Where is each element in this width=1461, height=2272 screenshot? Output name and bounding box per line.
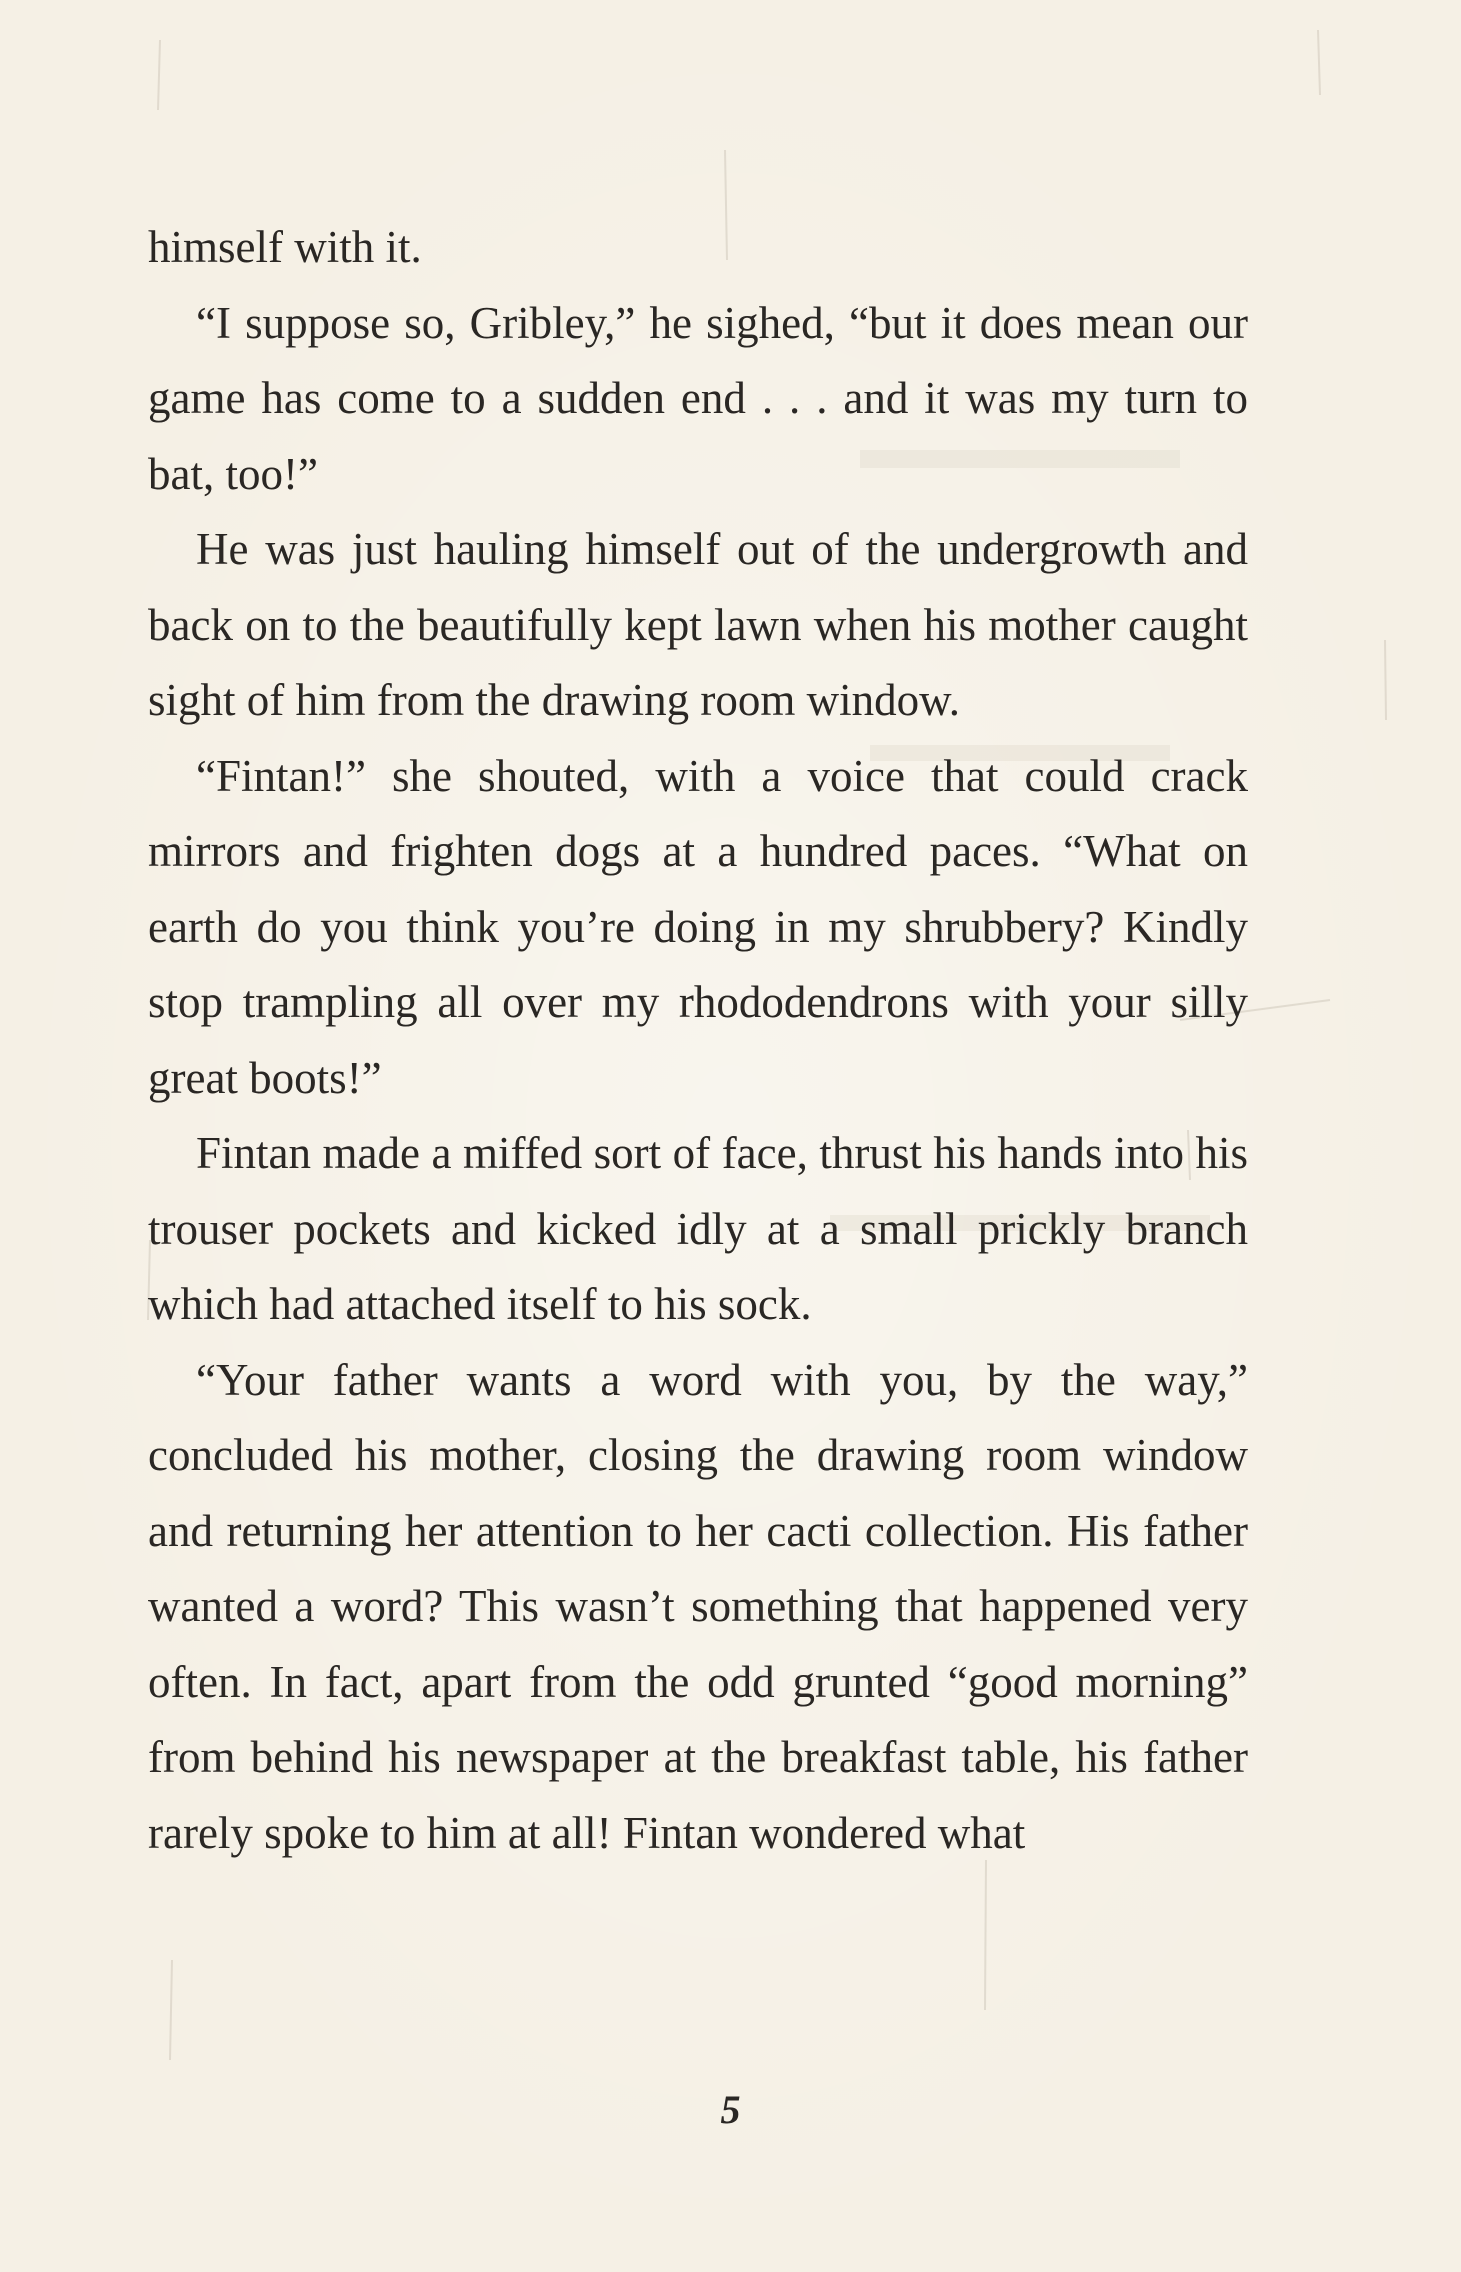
page-number: 5	[720, 2087, 741, 2132]
paragraph: “Your father wants a word with you, by the way,” concluded his mother, closing the drawing room window and returning her attention to her cacti collection. His father wanted a word? This wasn’t something that happened very often. In fact, apart from the odd grunted “good morning” from behind his newspaper at the breakfast table, his father rarely spoke to him at all! Fintan wondered what	[148, 1354, 1248, 1858]
paragraph: Fintan made a miffed sort of face, thrust his hands into his trouser pockets and kicked idly at a small prickly branch which had attached itself to his sock.	[148, 1128, 1248, 1329]
paragraph: He was just hauling himself out of the undergrowth and back on to the beautifully kept lawn when his mother caught sight of him from the drawing room window.	[148, 524, 1248, 725]
paragraph: himself with it.	[148, 222, 422, 272]
paragraph: “Fintan!” she shouted, with a voice that could crack mirrors and frighten dogs at a hundred paces. “What on earth do you think you’re doing in my shrubbery? Kindly stop trampling all over my rhododendrons with your silly great boots!”	[148, 750, 1248, 1103]
body-text	[148, 210, 1248, 1871]
paragraph: “I suppose so, Gribley,” he sighed, “but it does mean our game has come to a sudden end . . . and it was my turn to bat, too!”	[148, 297, 1248, 499]
